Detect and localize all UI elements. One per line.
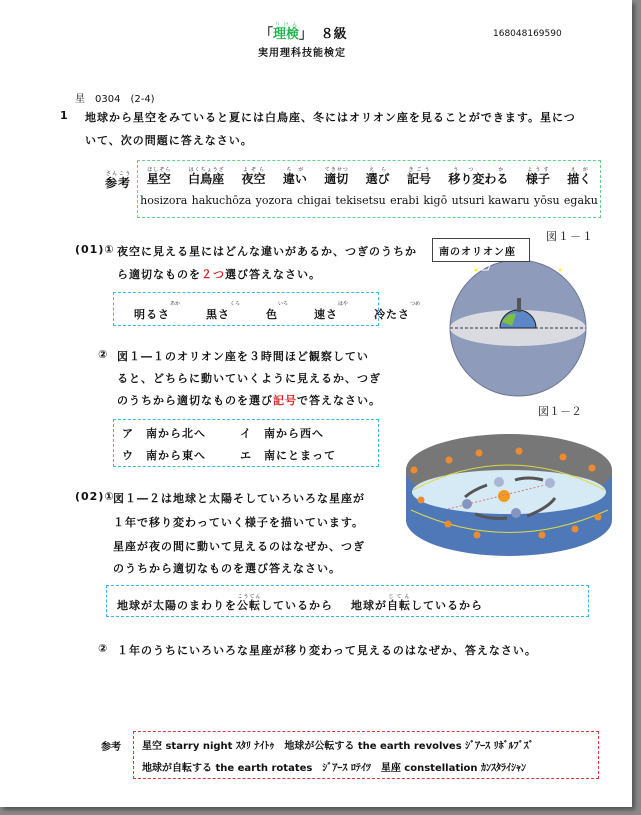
choice-text: 速さ xyxy=(314,308,339,321)
title-bracket-close: 」 xyxy=(299,27,313,42)
q2-2-number: ② xyxy=(98,642,109,655)
q1-1-number: (01)① xyxy=(75,243,115,256)
vocab-word xyxy=(324,167,348,187)
choice-text: 冷たさ xyxy=(374,308,411,321)
vocab-ruby: ちが xyxy=(282,167,307,173)
vocab-kanji: 夜空 xyxy=(241,172,266,186)
vocab-kanji: 様子 xyxy=(525,172,550,186)
q1-1-emphasis: ２つ xyxy=(201,268,225,281)
choice-text: 南にとまって xyxy=(264,449,336,462)
worksheet-subtitle: 実用理科技能検定 xyxy=(258,48,346,59)
vocab-word xyxy=(188,167,224,187)
q1-1-line2-post: 選び答えなさい。 xyxy=(225,268,321,281)
reference-bottom-line2: 地球が自転する the earth rotates ｼﾞｱｰｽ ﾛﾃｲﾂ 星座 constellation ｶﾝｽﾀﾗｲｼｬﾝ xyxy=(142,763,527,774)
q1-1-line1: 夜空に見える星にはどんな違いがあるか、つぎのうちか xyxy=(117,245,417,258)
figure-1-2-label: 図１－２ xyxy=(538,405,582,418)
vocab-romaji: hakuchōza xyxy=(191,194,252,207)
vocab-kanji: 移り変わる xyxy=(448,172,509,186)
earth-icon xyxy=(462,499,472,509)
q1-2-emphasis: 記号 xyxy=(273,394,297,407)
q1-1-choice xyxy=(314,301,348,322)
choice-ruby: こうてん xyxy=(237,594,261,600)
title-main: 理検 xyxy=(273,27,300,42)
q1-1-choices-box xyxy=(113,292,421,326)
q1-1-choice xyxy=(266,301,288,322)
figure-1-1-label: 図１－１ xyxy=(546,230,594,243)
q1-number: 1 xyxy=(60,109,69,122)
vocab-kanji: 描く xyxy=(567,172,592,186)
star-icon xyxy=(475,269,478,272)
vocabulary-romaji-row xyxy=(138,194,600,207)
q1-1-choice xyxy=(134,301,180,322)
earth-icon xyxy=(511,508,521,518)
choice-ruby: あか xyxy=(170,301,181,307)
choice-e xyxy=(240,447,336,463)
reference-bottom-label: 参考 xyxy=(101,742,121,753)
vocab-ruby: きごう xyxy=(407,167,432,173)
choice-text: 黒さ xyxy=(206,308,231,321)
q2-2-text: １年のうちにいろいろな星座が移り変わって見えるのはなぜか、答えなさい。 xyxy=(117,644,537,657)
vocab-kanji: 選び xyxy=(365,172,390,186)
q1-1-line2 xyxy=(117,266,321,282)
q2-1-line1: 図１―２は地球と太陽そしていろいろな星座が xyxy=(113,492,365,505)
vocab-ruby: えが xyxy=(567,167,592,173)
exam-code: 168048169590 xyxy=(493,29,562,39)
vocab-romaji: erabi xyxy=(390,194,419,207)
vocab-kanji: 白鳥座 xyxy=(188,172,225,186)
reference-label xyxy=(105,171,131,191)
q1-1-line2-pre: ら適切なものを xyxy=(117,268,201,281)
choice-mark: ウ xyxy=(122,449,134,462)
q2-1-number: (02)① xyxy=(75,490,115,503)
title-grade: ８級 xyxy=(320,27,347,42)
choice-text: 南から西へ xyxy=(264,427,324,440)
reference-vocabulary-box xyxy=(137,160,601,218)
vocab-word xyxy=(407,167,431,187)
choice-ruby: くろ xyxy=(230,301,241,307)
vocab-word xyxy=(241,167,265,187)
vocab-word xyxy=(567,167,591,187)
vocab-kanji: 記号 xyxy=(407,172,432,186)
reference-label-ruby: さんこう xyxy=(105,171,132,177)
vocab-ruby: はくちょうざ xyxy=(188,167,225,173)
vocab-ruby: よぞら xyxy=(241,167,266,173)
q1-2-number: ② xyxy=(98,348,109,361)
vocab-ruby: ようす xyxy=(525,167,550,173)
choice-text: 色 xyxy=(266,308,279,321)
vocab-romaji: egaku xyxy=(563,194,598,207)
vocab-ruby: えら xyxy=(365,167,390,173)
choice-text-post: しているから xyxy=(261,599,333,612)
celestial-sphere-figure xyxy=(440,250,600,400)
zodiac-orbit-figure xyxy=(403,430,615,558)
vocab-romaji: tekisetsu xyxy=(335,194,386,207)
q1-2-line3-post: で答えなさい。 xyxy=(297,394,381,407)
vocab-romaji: kigō xyxy=(423,194,448,207)
q1-text-line2: いて、次の問題に答えなさい。 xyxy=(85,134,253,147)
q1-2-line3-pre: のうちから適切なものを選び xyxy=(117,394,273,407)
choice-mark: ア xyxy=(122,427,134,440)
choice-kanji: 公転 xyxy=(237,599,261,612)
choice-i xyxy=(240,425,324,441)
vocabulary-kanji-row xyxy=(138,167,600,187)
vocab-romaji: hosizora xyxy=(140,194,188,207)
choice-text-post: しているから xyxy=(411,599,483,612)
vocab-kanji: 適切 xyxy=(324,172,349,186)
unit-code: 星 0304 (2-4) xyxy=(75,94,155,105)
q2-1-choice-rotation xyxy=(351,594,483,613)
vocab-romaji: yōsu xyxy=(533,194,560,207)
choice-text-pre: 地球が太陽のまわりを xyxy=(117,599,237,612)
choice-u xyxy=(122,447,206,463)
vocab-romaji: chigai xyxy=(297,194,331,207)
worksheet-title xyxy=(260,22,347,42)
vocab-ruby: ほしぞら xyxy=(146,167,171,173)
reference-bottom-box xyxy=(133,731,599,779)
choice-ruby: つめ xyxy=(410,301,421,307)
title-ruby: りけん xyxy=(273,22,300,28)
q2-1-choice-revolution xyxy=(117,594,333,613)
earth-icon xyxy=(494,477,504,487)
choice-mark: イ xyxy=(240,427,252,440)
vocab-kanji: 違い xyxy=(282,172,307,186)
q2-1-line4: のうちから適切なものを選び答えなさい。 xyxy=(113,562,341,575)
q1-2-line1: 図１―１のオリオン座を３時間ほど観察してい xyxy=(117,350,369,363)
reference-bottom-line1: 星空 starry night ｽﾀﾘ ﾅｲﾄｩ 地球が公転する the earth revolves ｼﾞｱｰｽ ﾘﾎﾞﾙﾌﾞｽﾞ xyxy=(142,741,534,752)
q1-2-line3 xyxy=(117,392,381,408)
vocab-romaji: utsuri kawaru xyxy=(451,194,530,207)
choice-text: 南から東へ xyxy=(146,449,206,462)
reference-label-text: 参考 xyxy=(105,176,132,190)
vocab-word xyxy=(283,167,307,187)
star-icon xyxy=(559,269,561,271)
q2-1-line3: 星座が夜の間に動いて見えるのはなぜか、つぎ xyxy=(113,540,365,553)
earth-icon xyxy=(545,478,555,488)
orbit-plane xyxy=(412,470,606,514)
choice-text: 明るさ xyxy=(134,308,170,321)
vocab-word xyxy=(366,167,390,187)
choice-text-pre: 地球が xyxy=(351,599,387,612)
q2-1-line2: １年で移り変わっていく様子を描いています。 xyxy=(113,516,365,529)
vocab-word xyxy=(448,167,508,187)
vocab-ruby: うつ か xyxy=(448,167,509,173)
q1-1-choice-list xyxy=(134,301,446,322)
choice-ruby: じてん xyxy=(387,594,411,600)
figure-1-1-caption: 南のオリオン座 xyxy=(432,238,530,262)
vocab-word xyxy=(147,167,171,187)
observer-icon xyxy=(517,298,521,312)
choice-kanji: 自転 xyxy=(387,599,411,612)
q1-2-choices-box xyxy=(113,419,379,467)
q1-2-line2: ると、どちらに動いていくように見えるか、つぎ xyxy=(117,372,381,385)
vocab-ruby: てきせつ xyxy=(324,167,349,173)
q1-1-choice xyxy=(374,301,420,322)
q2-1-choices-box xyxy=(106,585,589,617)
vocab-romaji: yozora xyxy=(255,194,293,207)
choice-text: 南から北へ xyxy=(146,427,206,440)
choice-ruby: いろ xyxy=(278,301,289,307)
choice-mark: エ xyxy=(240,449,252,462)
q1-text-line1: 地球から星空をみていると夏には白鳥座、冬にはオリオン座を見ることができます。星につ xyxy=(85,111,576,124)
choice-a xyxy=(122,425,206,441)
title-bracket-open: 「 xyxy=(260,27,274,42)
vocab-kanji: 星空 xyxy=(146,172,171,186)
choice-ruby: はや xyxy=(338,301,349,307)
q1-1-choice xyxy=(206,301,240,322)
vocab-word xyxy=(526,167,550,187)
